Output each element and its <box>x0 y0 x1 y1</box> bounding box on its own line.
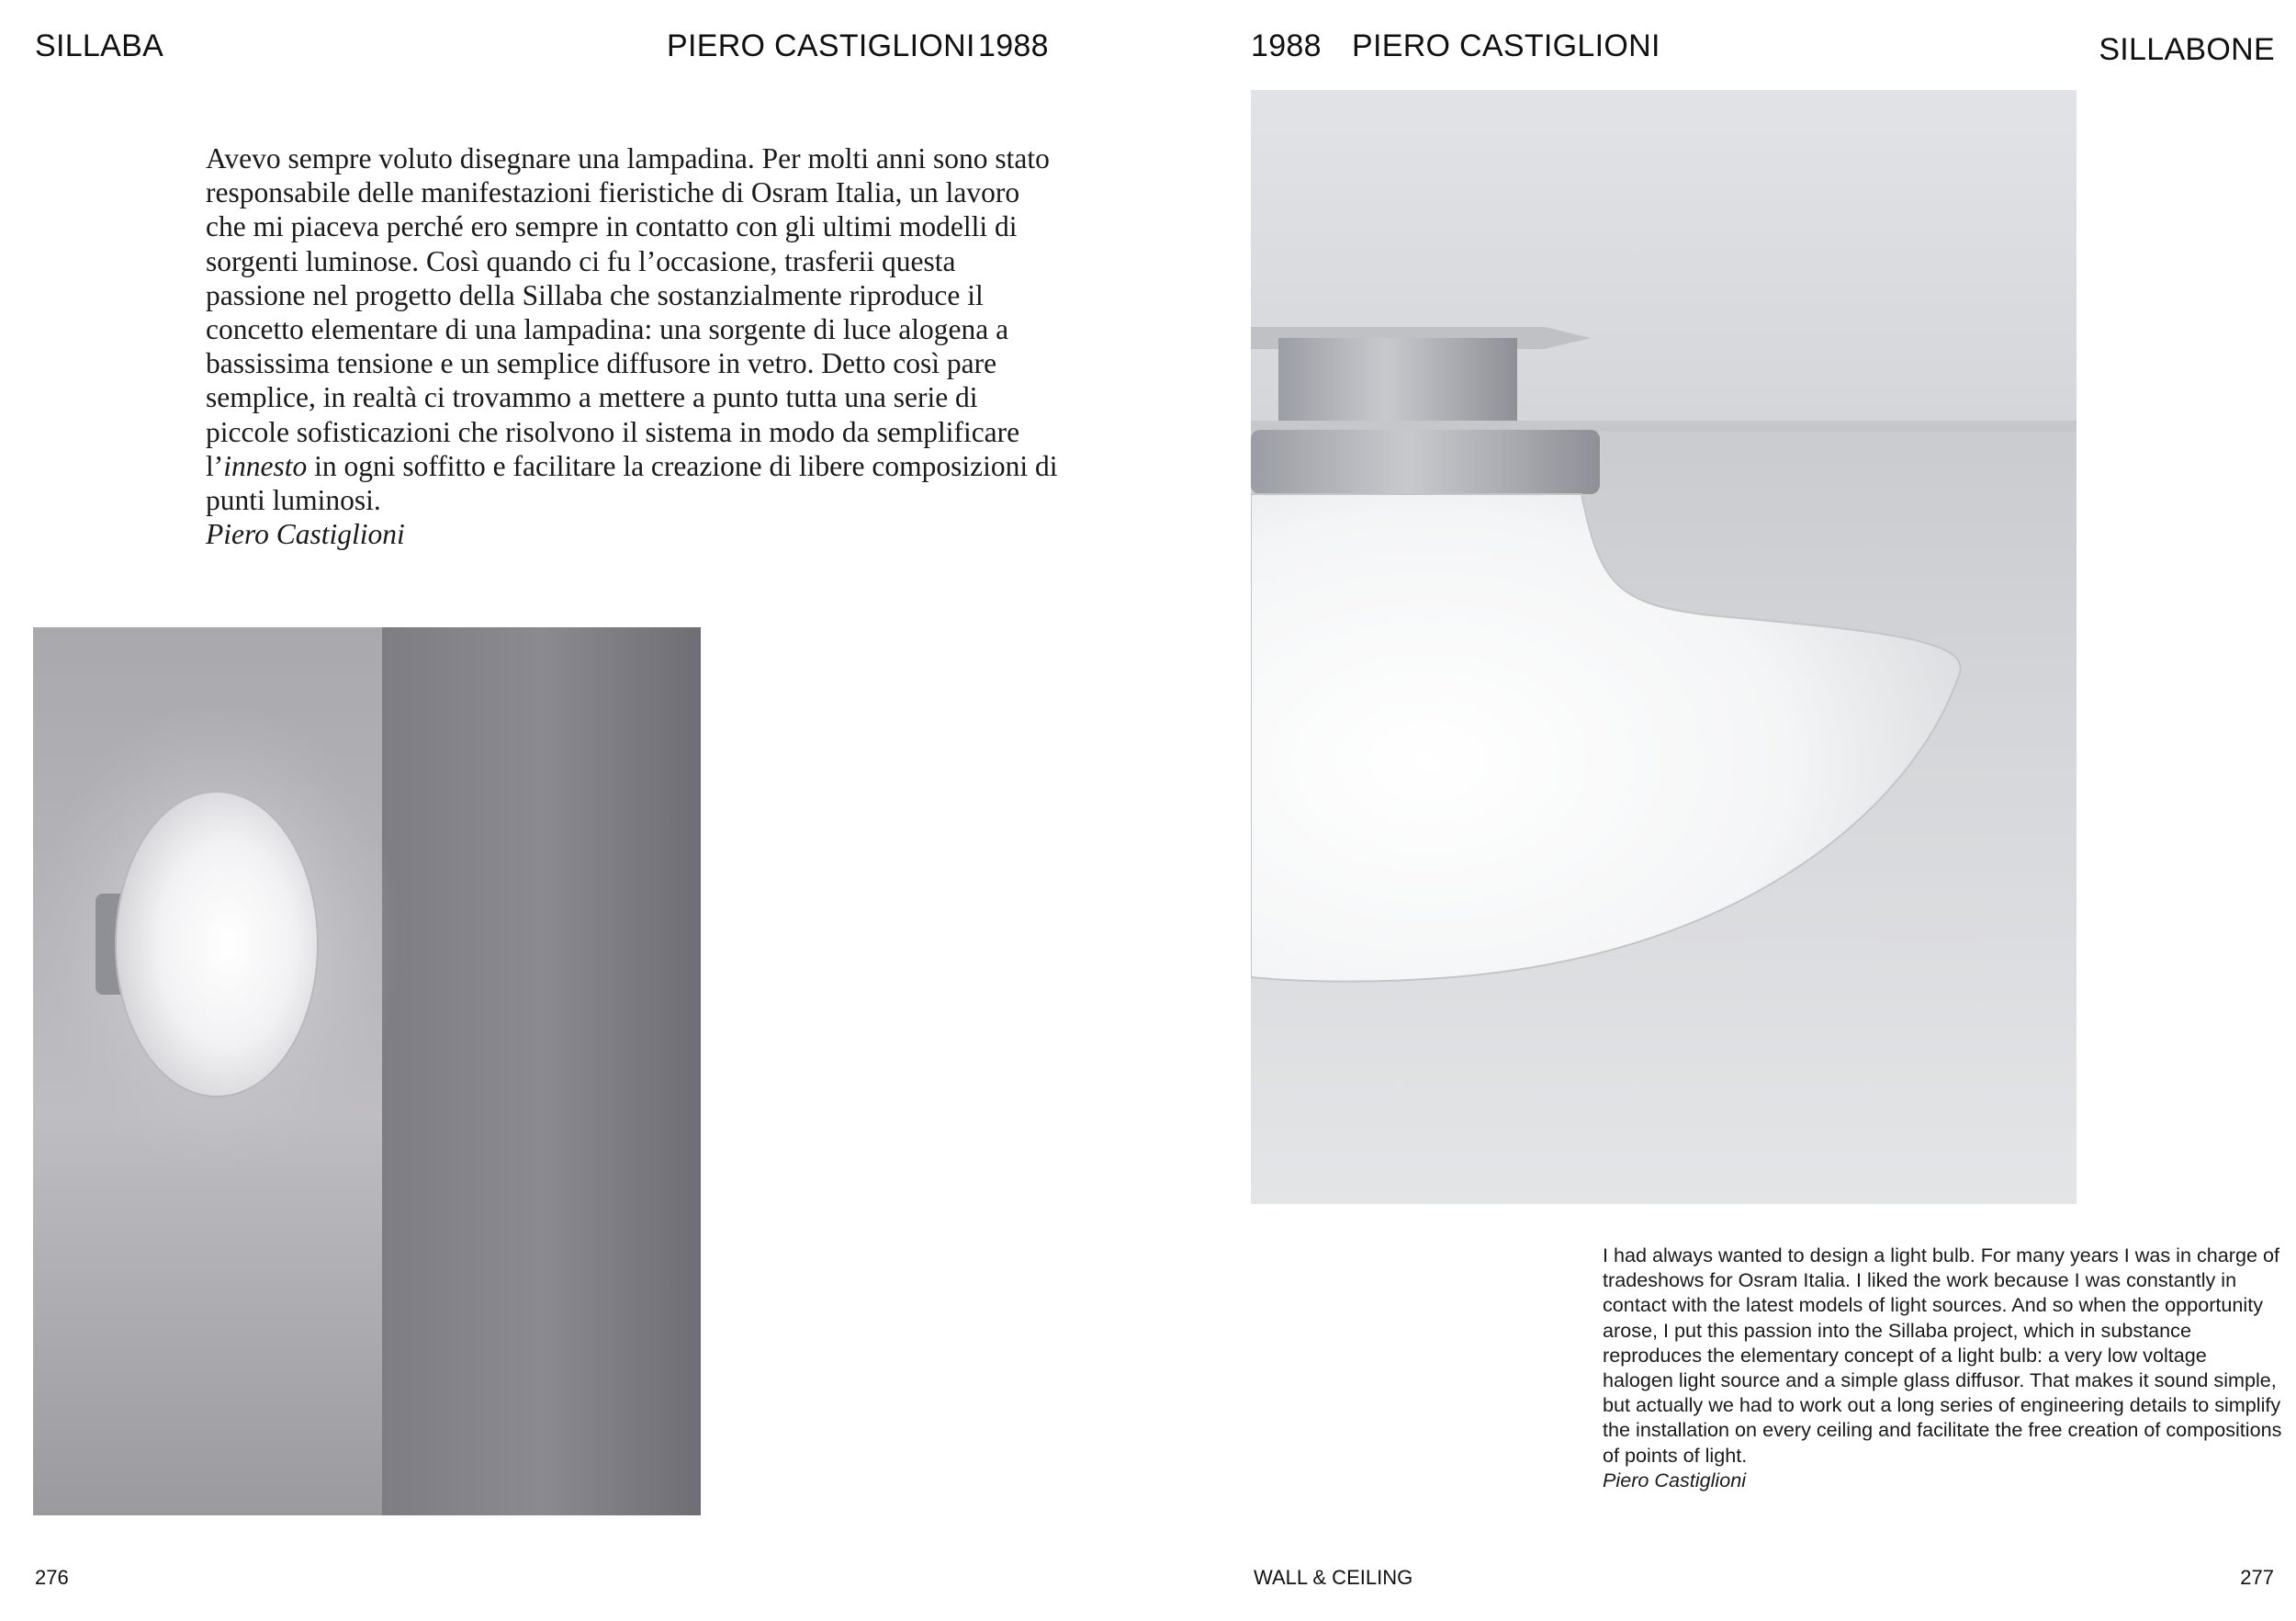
section-label: WALL & CEILING <box>1254 1566 1413 1589</box>
product-name-left: SILLABA <box>35 28 164 63</box>
page-number-right: 277 <box>2240 1566 2274 1589</box>
italian-quote-signature: Piero Castiglioni <box>206 518 405 551</box>
english-quote-text: I had always wanted to design a light bulb. For many years I was in charge of tradeshows for Osram Italia. I liked the work because I was constantly in contact with the latest models of light sources. And so when the opportunity arose, I put this passion into the Sillaba project, which in substance reproduces the elementary concept of a light bulb: a very low voltage halogen light source and a simple glass diffusor. That makes it sound simple, but actually we had to work out a long series of engineering details to simplify the installation on every ceiling and facilitate the free creation of compositions of points of light. <box>1603 1244 2282 1467</box>
italian-quote-text-after: in ogni soffitto e facilitare la creazione di libere composizioni di punti luminosi. <box>206 449 1058 517</box>
italian-quote-paragraph <box>206 141 1060 517</box>
english-quote-signature: Piero Castiglioni <box>1603 1468 1747 1492</box>
year-left: 1988 <box>978 28 1049 63</box>
product-name-right: SILLABONE <box>2099 32 2275 67</box>
designer-name-left: PIERO CASTIGLIONI <box>667 28 975 63</box>
italian-quote-text-before: Avevo sempre voluto disegnare una lampadina. Per molti anni sono stato responsabile delle manifestazioni fieristiche di Osram Italia, un lavoro che mi piaceva perché ero sempre in contatto con gli ultimi modelli di sorgenti luminose. Così quando ci fu l’occasione, trasferii questa passione nel progetto della Sillaba che sostanzialmente riproduce il concetto elementare di una lampadina: una sorgente di luce alogena a bassissima tensione e un semplice diffusore in vetro. Detto così pare semplice, in realtà ci trovammo a mettere a punto tutta una serie di piccole sofisticazioni che risolvono il sistema in modo da semplificare l’ <box>206 142 1050 482</box>
page-number-left: 276 <box>35 1566 69 1589</box>
ceiling-lamp-photo <box>1251 90 2077 1204</box>
year-right: 1988 <box>1251 28 1322 63</box>
wall-lamp-photo <box>33 627 701 1515</box>
english-quote <box>1603 1243 2282 1492</box>
designer-name-right: PIERO CASTIGLIONI <box>1352 28 1660 63</box>
italian-quote-emphasis: innesto <box>223 449 308 482</box>
italian-quote <box>206 141 1060 551</box>
